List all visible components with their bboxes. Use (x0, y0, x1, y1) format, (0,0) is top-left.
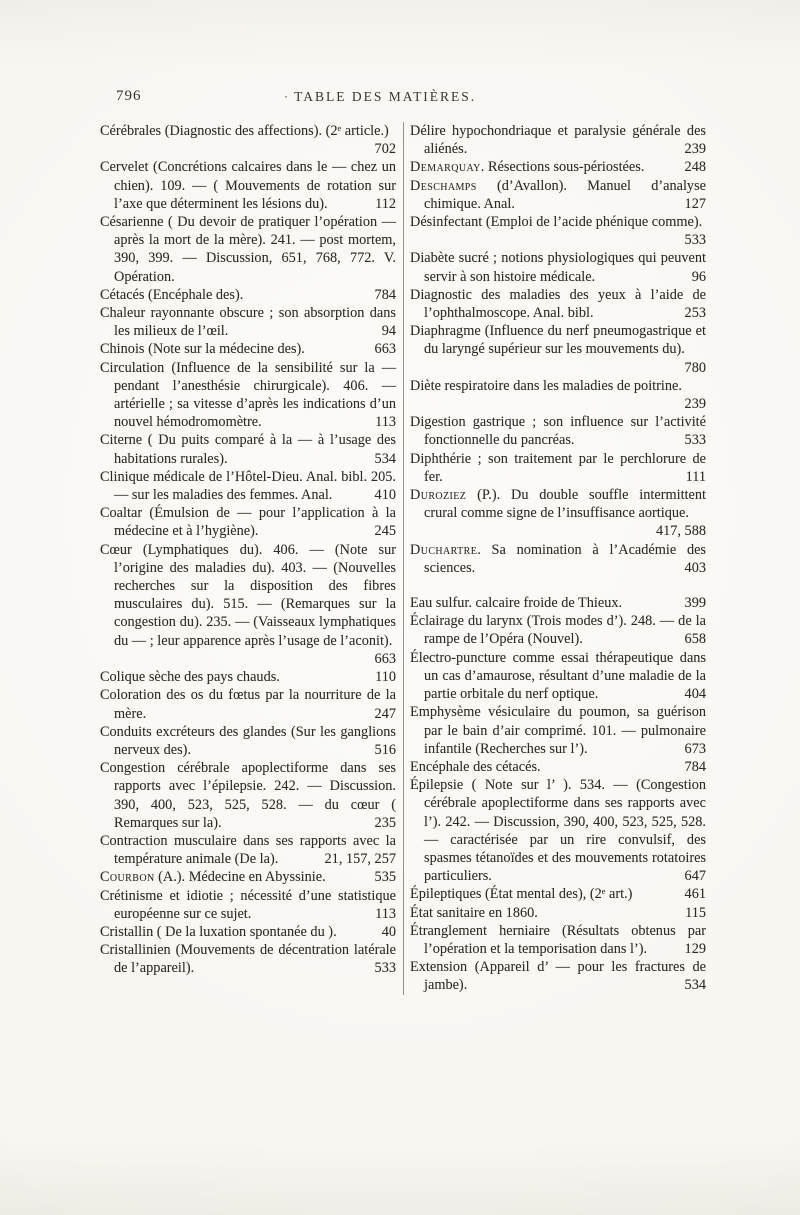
entry-text: Cérébrales (Diagnostic des affections). (2ᵉ article.) (100, 123, 389, 139)
entry-text: Diphthérie ; son traitement par le perchlorure de fer. (410, 450, 706, 485)
entry-page-ref: 417, 588 (655, 523, 706, 540)
entry-text: Crétinisme et idiotie ; nécessité d’une statistique européenne sur ce sujet. (100, 887, 396, 922)
entry-author-name: Duroziez (410, 487, 467, 504)
index-entry (410, 758, 706, 776)
entry-page-ref: 533 (374, 960, 396, 977)
entry-author-name: Duchartre (410, 541, 478, 558)
entry-text: Colique sèche des pays chauds. (100, 669, 280, 686)
index-entry (410, 486, 706, 541)
entry-text: Congestion cérébrale apoplectiforme dans ses rapports avec l’épilepsie. 242. — Discussion. 390, 400, 523, 525, 528. — du cœur ( Remarques sur la). (100, 760, 396, 831)
index-entry (100, 122, 396, 158)
index-columns (0, 116, 800, 995)
entry-text: Digestion gastrique ; son influence sur l’activité fonctionnelle du pancréas. (410, 414, 706, 449)
entry-page-ref: 113 (375, 905, 396, 922)
entry-text: Diète respiratoire dans les maladies de poitrine. (410, 377, 682, 394)
entry-page-ref: 253 (684, 305, 706, 322)
entry-text: Extension (Appareil d’ — pour les fractures de jambe). (410, 959, 706, 994)
index-entry (100, 431, 396, 467)
index-entry (410, 776, 706, 885)
index-entry (100, 213, 396, 286)
index-entry (410, 177, 706, 213)
entry-page-ref: 533 (684, 232, 706, 249)
entry-page-ref: 673 (684, 740, 706, 757)
entry-text: Épilepsie ( Note sur l’ ). 534. — (Congestion cérébrale apoplectiforme dans ses rapports avec l’). 242. — Discussion, 390, 400, 523, 525, 528. — caractérisée par un rire convulsif, des spasmes tétanoïdes et des mouvements rotatoires particuliers. (410, 777, 706, 885)
index-column-right (410, 122, 706, 995)
index-entry (100, 340, 396, 358)
header-title-wrap (0, 88, 780, 106)
index-entry (410, 249, 706, 285)
entry-text: Cristallin ( De la luxation spontanée du ). (100, 923, 337, 940)
entry-page-ref: 112 (375, 195, 396, 212)
index-entry (410, 213, 706, 249)
entry-page-ref: 403 (684, 559, 706, 576)
index-entry (410, 377, 706, 413)
entry-text: Électro-puncture comme essai thérapeutique dans un cas d’amaurose, résultant d’une maladie de la partie orbitale du nerf optique. (410, 649, 706, 703)
entry-text: Encéphale des cétacés. (410, 758, 541, 775)
entry-text: Épileptiques (État mental des), (2ᵉ art.) (410, 886, 633, 903)
entry-page-ref: 663 (374, 650, 396, 667)
index-entry (100, 686, 396, 722)
entry-text: Clinique médicale de l’Hôtel-Dieu. Anal. bibl. 205. — sur les maladies des femmes. Anal. (100, 468, 396, 504)
entry-text: Étranglement herniaire (Résultats obtenus par l’opération et la temporisation dans l’). (410, 922, 706, 957)
entry-page-ref: 534 (374, 450, 396, 467)
entry-page-ref: 399 (684, 595, 706, 612)
index-entry (100, 832, 396, 868)
entry-text: Emphysème vésiculaire du poumon, sa guérison par le bain d’air comprimé. 101. — pulmonaire infantile (Recherches sur l’). (410, 704, 706, 757)
index-entry (100, 541, 396, 668)
entry-text: Coaltar (Émulsion de — pour l’application à la médecine et à l’hygiène). (100, 505, 396, 540)
entry-text: Éclairage du larynx (Trois modes d’). 248. — de la rampe de l’Opéra (Nouvel). (410, 613, 706, 648)
entry-page-ref: 780 (684, 359, 706, 376)
entry-page-ref: 535 (374, 869, 396, 886)
entry-text: Demarquay. Résections sous-périostées. (410, 159, 645, 176)
index-entry (100, 158, 396, 213)
index-entry (100, 723, 396, 759)
entry-page-ref: 410 (374, 487, 396, 504)
entry-text: Diagnostic des maladies des yeux à l’aide de l’ophthalmoscope. Anal. bibl. (410, 286, 706, 322)
entry-page-ref: 702 (374, 141, 396, 158)
index-entry (100, 359, 396, 432)
index-entry (410, 885, 706, 903)
entry-author-name: Deschamps (410, 177, 477, 194)
index-entry (100, 468, 396, 504)
column-divider-rule (403, 122, 404, 995)
entry-text: Citerne ( Du puits comparé à la — à l’usage des habitations rurales). (100, 432, 396, 467)
entry-text: Diabète sucré ; notions physiologiques qui peuvent servir à son histoire médicale. (410, 250, 706, 285)
index-entry (100, 504, 396, 540)
entry-page-ref: 784 (684, 758, 706, 775)
page-number: 796 (116, 88, 142, 104)
entry-text: Eau sulfur. calcaire froide de Thieux. (410, 595, 623, 612)
index-entry (100, 868, 396, 886)
index-entry (410, 450, 706, 486)
entry-author-name: Demarquay (410, 159, 481, 176)
header-mark: · (283, 89, 289, 104)
index-entry (410, 703, 706, 758)
index-entry (410, 649, 706, 704)
entry-page-ref: 516 (374, 741, 396, 758)
index-entry (410, 922, 706, 958)
entry-page-ref: 127 (684, 195, 706, 212)
entry-text: Césarienne ( Du devoir de pratiquer l’opération — après la mort de la mère). 241. — post mortem, 390, 399. — Discussion, 651, 768, 772. V. Opération. (100, 214, 396, 285)
entry-text: Cristallinien (Mouvements de décentration latérale de l’appareil). (100, 942, 396, 977)
entry-page-ref: 533 (684, 432, 706, 449)
entry-text: Courbon (A.). Médecine en Abyssinie. (100, 869, 326, 886)
entry-text: Circulation (Influence de la sensibilité sur la — pendant l’anesthésie chirurgicale). 406. — artérielle ; sa vitesse d’après les indications d’un nouvel hémodromomètre. (100, 359, 396, 431)
entry-text: Chaleur rayonnante obscure ; son absorption dans les milieux de l’œil. (100, 305, 396, 340)
entry-page-ref: 111 (685, 468, 706, 485)
index-entry (100, 941, 396, 977)
entry-page-ref: 235 (374, 814, 396, 831)
entry-text: Duchartre. Sa nomination à l’Académie des sciences. (410, 541, 706, 576)
entry-author-name: Courbon (100, 869, 155, 886)
entry-text: Désinfectant (Emploi de l’acide phénique comme). (410, 214, 703, 231)
entry-text: Diaphragme (Influence du nerf pneumogastrique et du laryngé supérieur sur les mouvements du). (410, 323, 706, 358)
entry-page-ref: 784 (374, 286, 396, 303)
index-entry (410, 904, 706, 922)
entry-page-ref: 129 (684, 940, 706, 957)
index-entry (410, 322, 706, 377)
index-entry (410, 413, 706, 449)
entry-page-ref: 248 (684, 159, 706, 176)
index-entry (100, 759, 396, 832)
index-entry (410, 958, 706, 994)
entry-page-ref: 113 (375, 414, 396, 431)
entry-text: Contraction musculaire dans ses rapports avec la température animale (De la). (100, 832, 396, 868)
index-entry (410, 541, 706, 577)
entry-page-ref: 239 (684, 396, 706, 413)
entry-text: État sanitaire en 1860. (410, 904, 538, 921)
entry-text: Deschamps (d’Avallon). Manuel d’analyse chimique. Anal. (410, 177, 706, 212)
entry-page-ref: 115 (685, 904, 706, 921)
page-header (0, 0, 800, 116)
entry-page-ref: 534 (684, 977, 706, 994)
entry-page-ref: 40 (381, 923, 396, 940)
index-entry (100, 887, 396, 923)
entry-page-ref: 663 (374, 341, 396, 358)
entry-text: Cœur (Lymphatiques du). 406. — (Note sur l’origine des maladies du). 403. — (Nouvelles recherches sur la disposition des fibres musculaires du). 515. — (Remarques sur la congestion du). 235. — (Vaisseaux lymphatiques du — ; leur apparence après l’usage de l’aconit). (100, 541, 396, 649)
page-title: TABLE DES MATIÈRES. (294, 89, 477, 104)
index-entry (410, 594, 706, 612)
entry-text: Duroziez (P.). Du double souffle intermittent crural comme signe de l’insuffisance aortique. (410, 487, 706, 522)
entry-page-ref: 94 (381, 323, 396, 340)
index-entry (100, 668, 396, 686)
entry-page-ref: 21, 157, 257 (324, 851, 396, 868)
entry-text: Cervelet (Concrétions calcaires dans le — chez un chien). 109. — ( Mouvements de rotation sur l’axe que déterminent les lésions du). (100, 159, 396, 212)
entry-page-ref: 404 (684, 686, 706, 703)
index-entry (100, 304, 396, 340)
entry-text: Cétacés (Encéphale des). (100, 286, 244, 303)
entry-page-ref: 461 (684, 886, 706, 903)
entry-page-ref: 110 (375, 669, 396, 686)
index-entry (410, 158, 706, 176)
index-entry (410, 286, 706, 322)
entry-text: Chinois (Note sur la médecine des). (100, 341, 305, 358)
entry-page-ref: 647 (684, 868, 706, 885)
index-entry (100, 286, 396, 304)
index-column-left (100, 122, 396, 995)
entry-page-ref: 247 (374, 705, 396, 722)
index-entry (410, 612, 706, 648)
entry-page-ref: 96 (691, 268, 706, 285)
entry-page-ref: 245 (374, 523, 396, 540)
entry-text: Conduits excréteurs des glandes (Sur les ganglions nerveux des). (100, 723, 396, 758)
index-entry (410, 122, 706, 158)
entry-page-ref: 239 (684, 141, 706, 158)
entry-text: Coloration des os du fœtus par la nourriture de la mère. (100, 687, 396, 722)
entry-page-ref: 658 (684, 631, 706, 648)
entry-text: Délire hypochondriaque et paralysie générale des aliénés. (410, 123, 706, 158)
index-entry (100, 923, 396, 941)
